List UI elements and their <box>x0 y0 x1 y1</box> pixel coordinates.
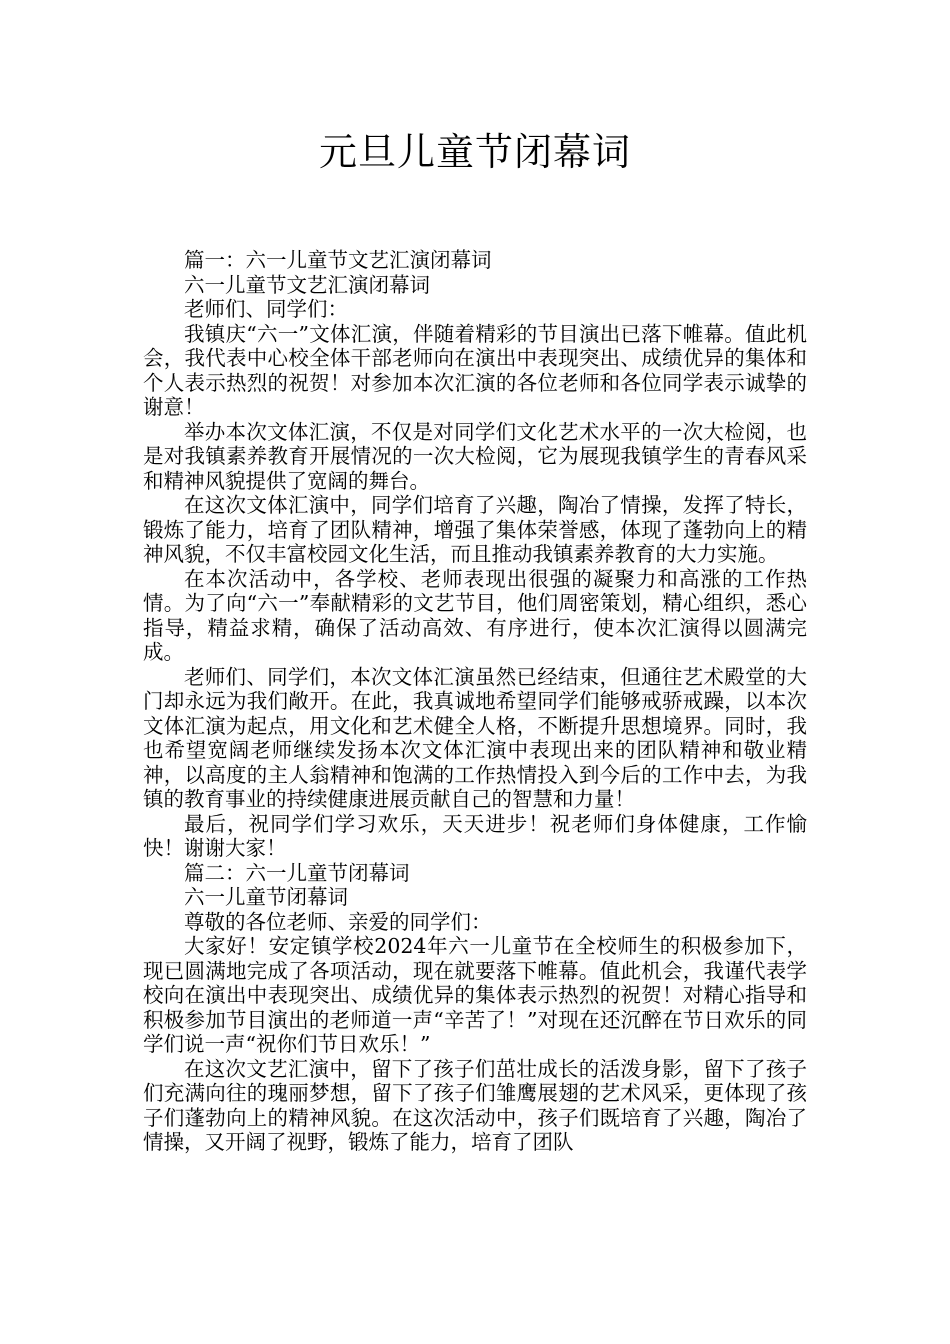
paragraph-salutation: 尊敬的各位老师、亲爱的同学们： <box>184 909 492 934</box>
paragraph: 在本次活动中，各学校、老师表现出很强的凝聚力和高涨的工作热情。为了向“六一”奉献精彩的文艺节目，他们周密策划，精心组织，悉心指导，精益求精，确保了活动高效、有序进行，使本次汇演得以圆满完成。 <box>143 566 807 664</box>
paragraph: 在这次文体汇演中，同学们培育了兴趣，陶冶了情操，发挥了特长，锻炼了能力，培育了团队精神，增强了集体荣誉感，体现了蓬勃向上的精神风貌，不仅丰富校园文化生活，而且推动我镇素养教育的大力实施。 <box>143 493 807 566</box>
paragraph-closing: 最后，祝同学们学习欢乐，天天进步！祝老师们身体健康，工作愉快！谢谢大家！ <box>143 811 807 860</box>
paragraph: 我镇庆“六一”文体汇演，伴随着精彩的节目演出已落下帷幕。值此机会，我代表中心校全体干部老师向在演出中表现突出、成绩优异的集体和个人表示热烈的祝贺！对参加本次汇演的各位老师和各位同学表示诚挚的谢意！ <box>143 321 807 419</box>
paragraph: 在这次文艺汇演中，留下了孩子们茁壮成长的活泼身影，留下了孩子们充满向往的瑰丽梦想，留下了孩子们雏鹰展翅的艺术风采，更体现了孩子们蓬勃向上的精神风貌。在这次活动中，孩子们既培育了兴趣，陶冶了情操，又开阔了视野，锻炼了能力，培育了团队 <box>143 1056 807 1154</box>
paragraph-section2-heading: 篇二：六一儿童节闭幕词 <box>184 860 410 885</box>
paragraph-section2-subtitle: 六一儿童节闭幕词 <box>184 885 348 909</box>
paragraph-salutation: 老师们、同学们： <box>184 297 348 321</box>
document-title: 元旦儿童节闭幕词 <box>318 130 631 174</box>
paragraph: 老师们、同学们，本次文体汇演虽然已经结束，但通往艺术殿堂的大门却永远为我们敞开。在此，我真诚地希望同学们能够戒骄戒躁，以本次文体汇演为起点，用文化和艺术健全人格，不断提升思想境界。同时，我也希望宽阔老师继续发扬本次文体汇演中表现出来的团队精神和敬业精神，以高度的主人翁精神和饱满的工作热情投入到今后的工作中去，为我镇的教育事业的持续健康进展贡献自己的智慧和力量！ <box>143 664 807 811</box>
paragraph: 举办本次文体汇演，不仅是对同学们文化艺术水平的一次大检阅，也是对我镇素养教育开展情况的一次大检阅，它为展现我镇学生的青春风采和精神风貌提供了宽阔的舞台。 <box>143 419 807 493</box>
paragraph-section1-heading: 篇一：六一儿童节文艺汇演闭幕词 <box>184 248 492 272</box>
paragraph: 大家好！安定镇学校2024年六一儿童节在全校师生的积极参加下，现已圆满地完成了各项活动，现在就要落下帷幕。值此机会，我谨代表学校向在演出中表现突出、成绩优异的集体表示热烈的祝贺！对精心指导和积极参加节目演出的老师道一声“辛苦了！”对现在还沉醉在节日欢乐的同学们说一声“祝你们节日欢乐！” <box>143 934 807 1056</box>
paragraph-section1-subtitle: 六一儿童节文艺汇演闭幕词 <box>184 272 430 297</box>
document-body <box>143 248 807 1155</box>
